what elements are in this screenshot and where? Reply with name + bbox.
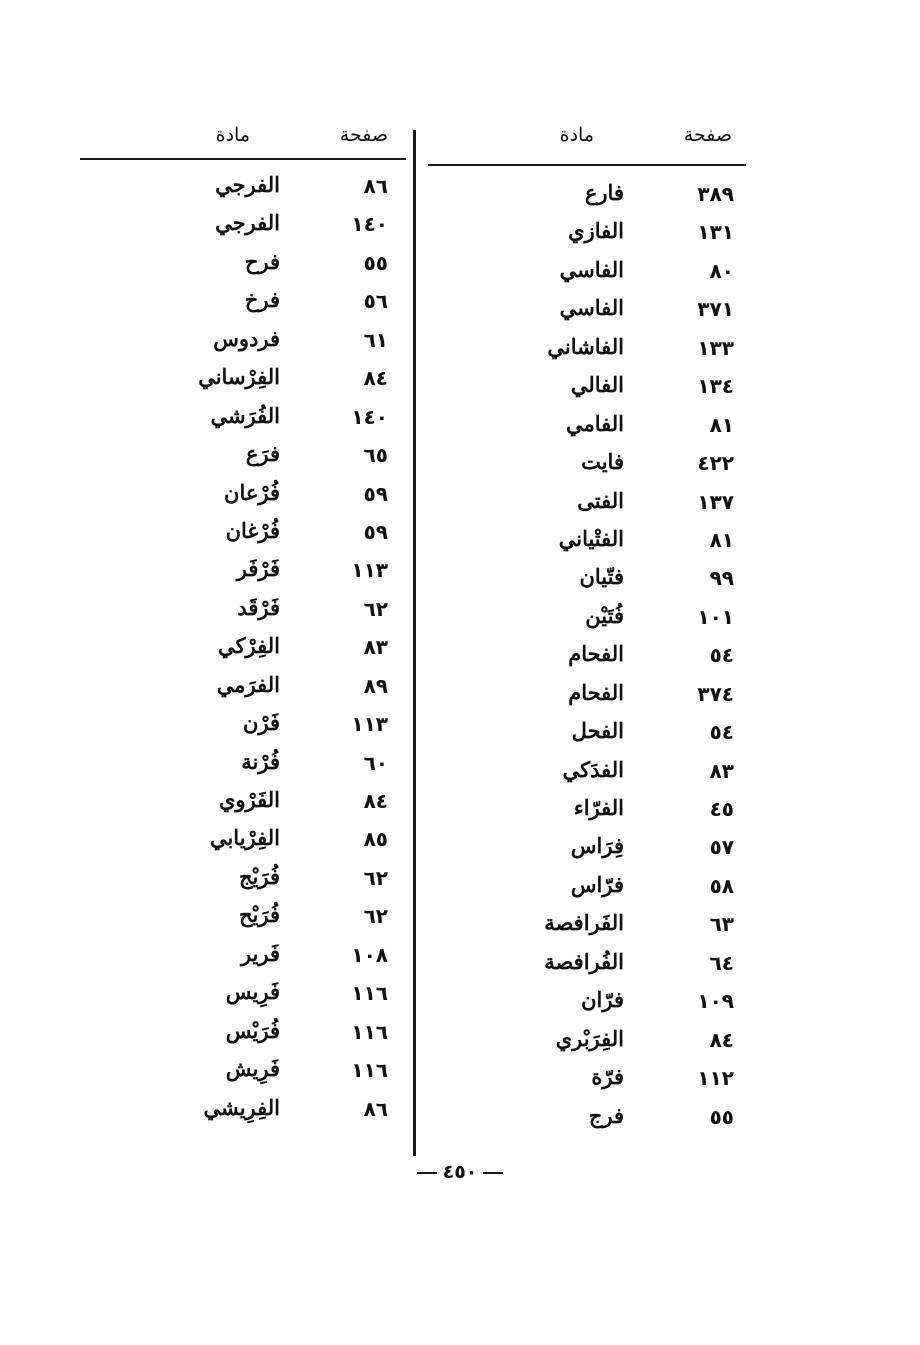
entry-page-number: ٥٥ bbox=[709, 1104, 734, 1129]
entry-term: فرّاس bbox=[570, 871, 624, 897]
entry-term: فرّة bbox=[591, 1064, 624, 1090]
index-entry-row bbox=[80, 172, 406, 210]
entry-term: فَرِيس bbox=[225, 979, 280, 1005]
entry-term: فُتَيْن bbox=[585, 602, 624, 628]
header-rule bbox=[428, 164, 746, 166]
entry-term: فَرير bbox=[240, 940, 280, 966]
entry-term: الفرّاء bbox=[573, 795, 624, 820]
index-entry-row bbox=[428, 680, 746, 718]
entry-term: الفالي bbox=[570, 372, 624, 398]
index-entry-row bbox=[80, 749, 406, 787]
index-entry-row bbox=[428, 257, 746, 295]
entry-term: الفِرَبْري bbox=[555, 1025, 624, 1051]
entry-page-number: ٦٣ bbox=[709, 912, 734, 937]
index-entry-row bbox=[80, 556, 406, 594]
index-entry-row bbox=[428, 949, 746, 987]
entry-page-number: ٥٥ bbox=[363, 250, 388, 275]
entry-page-number: ٦٠ bbox=[363, 750, 388, 775]
entry-page-number: ٥٤ bbox=[709, 720, 734, 745]
entry-page-number: ٨٦ bbox=[363, 174, 388, 198]
entry-term: فرج bbox=[588, 1102, 624, 1128]
entry-page-number: ٨٣ bbox=[709, 758, 734, 783]
entry-term: فُرَيْح bbox=[238, 902, 280, 928]
entry-term: فُرَيْج bbox=[238, 863, 280, 889]
index-entry-row bbox=[80, 941, 406, 979]
entry-page-number: ٨٦ bbox=[363, 1096, 388, 1121]
index-entry-row bbox=[428, 1103, 746, 1141]
entry-term: الفحام bbox=[568, 641, 624, 667]
index-column-right bbox=[428, 118, 746, 1141]
entry-page-number: ١٣٧ bbox=[697, 489, 734, 514]
index-entry-row bbox=[428, 334, 746, 372]
entry-page-number: ٥٩ bbox=[363, 481, 388, 506]
index-entry-row bbox=[80, 1095, 406, 1133]
index-entry-row bbox=[428, 218, 746, 256]
header-rule bbox=[80, 158, 406, 160]
index-entry-row bbox=[80, 364, 406, 402]
index-entry-row bbox=[428, 718, 746, 756]
entry-page-number: ١٠٩ bbox=[697, 989, 734, 1014]
index-entry-row bbox=[80, 787, 406, 825]
page-footer bbox=[0, 1161, 920, 1183]
index-entry-row bbox=[428, 1064, 746, 1102]
entry-term: فُرْعان bbox=[224, 479, 280, 505]
entry-page-number: ٤٢٢ bbox=[697, 451, 734, 476]
entry-term: فُرْنة bbox=[241, 748, 280, 774]
entry-term: الفِرْيابي bbox=[209, 825, 280, 851]
index-entry-row bbox=[80, 441, 406, 479]
footer-dash-right bbox=[483, 1172, 503, 1174]
index-entry-row bbox=[80, 403, 406, 441]
index-entry-row bbox=[428, 987, 746, 1025]
entry-term: الفِرِيشي bbox=[203, 1094, 280, 1120]
entry-page-number: ٤٥ bbox=[709, 797, 734, 821]
entry-page-number: ٩٩ bbox=[709, 566, 734, 591]
entry-page-number: ١٣١ bbox=[697, 220, 734, 245]
entry-header-label: مادة bbox=[559, 124, 594, 146]
column-header bbox=[80, 118, 406, 158]
entry-term: فَرْقَد bbox=[237, 594, 280, 620]
entry-term: الفرجي bbox=[215, 172, 280, 197]
index-entry-row bbox=[80, 672, 406, 710]
index-entry-row bbox=[428, 603, 746, 641]
entry-page-number: ٦٢ bbox=[363, 904, 388, 929]
index-entry-row bbox=[80, 326, 406, 364]
index-list bbox=[428, 180, 746, 1141]
entry-page-number: ٦٢ bbox=[363, 596, 388, 621]
entry-page-number: ١١٦ bbox=[351, 1058, 388, 1083]
entry-term: فرخ bbox=[244, 287, 280, 313]
index-entry-row bbox=[80, 210, 406, 248]
index-column-left bbox=[80, 118, 406, 1133]
index-entry-row bbox=[80, 1056, 406, 1094]
entry-page-number: ٨٠ bbox=[709, 258, 734, 283]
index-entry-row bbox=[428, 180, 746, 218]
entry-page-number: ١٠٨ bbox=[351, 942, 388, 967]
entry-page-number: ٨١ bbox=[709, 412, 734, 437]
entry-page-number: ٨٥ bbox=[363, 827, 388, 852]
entry-page-number: ٨٤ bbox=[709, 1027, 734, 1052]
index-entry-row bbox=[428, 757, 746, 795]
entry-term: فَرِيش bbox=[225, 1056, 280, 1082]
entry-term: الفحام bbox=[568, 679, 624, 705]
entry-term: فارع bbox=[584, 180, 624, 205]
entry-term: فَرْفَر bbox=[236, 556, 280, 582]
entry-page-number: ٨١ bbox=[709, 527, 734, 552]
entry-term: فُرَيْس bbox=[225, 1017, 280, 1043]
entry-page-number: ١١٦ bbox=[351, 1019, 388, 1044]
index-entry-row bbox=[80, 633, 406, 671]
entry-page-number: ٥٨ bbox=[709, 873, 734, 898]
entry-page-number: ٨٣ bbox=[363, 635, 388, 660]
index-entry-row bbox=[428, 488, 746, 526]
entry-term: فرّان bbox=[581, 987, 624, 1013]
index-entry-row bbox=[428, 795, 746, 833]
column-header bbox=[428, 118, 746, 158]
entry-page-number: ٥٧ bbox=[709, 835, 734, 860]
index-list bbox=[80, 172, 406, 1133]
entry-term: فتّيان bbox=[579, 564, 624, 590]
entry-page-number: ٨٩ bbox=[363, 673, 388, 698]
entry-term: الفِرْكي bbox=[218, 633, 280, 659]
entry-page-number: ٦٢ bbox=[363, 865, 388, 890]
entry-header-label: مادة bbox=[215, 124, 250, 146]
entry-term: الفامي bbox=[565, 410, 624, 436]
entry-page-number: ١١٣ bbox=[351, 558, 388, 583]
entry-term: الفُرَشي bbox=[210, 402, 280, 428]
entry-term: فُرْغان bbox=[225, 517, 280, 543]
index-entry-row bbox=[428, 833, 746, 871]
entry-page-number: ٥٦ bbox=[363, 289, 388, 314]
index-entry-row bbox=[428, 526, 746, 564]
entry-term: الفرجي bbox=[215, 210, 280, 236]
entry-page-number: ١٣٣ bbox=[697, 335, 734, 360]
entry-page-number: ٥٤ bbox=[709, 643, 734, 668]
index-entry-row bbox=[80, 979, 406, 1017]
index-entry-row bbox=[80, 902, 406, 940]
entry-page-number: ١١٦ bbox=[351, 981, 388, 1006]
index-entry-row bbox=[428, 564, 746, 602]
index-entry-row bbox=[80, 864, 406, 902]
entry-term: الفتْياني bbox=[558, 525, 624, 551]
entry-page-number: ٣٨٩ bbox=[697, 182, 734, 206]
entry-term: الفاسي bbox=[559, 295, 624, 321]
entry-page-number: ١٤٠ bbox=[351, 404, 388, 429]
index-entry-row bbox=[80, 518, 406, 556]
index-entry-row bbox=[80, 287, 406, 325]
index-entry-row bbox=[80, 1018, 406, 1056]
entry-term: الفاشاني bbox=[547, 333, 624, 359]
index-entry-row bbox=[428, 411, 746, 449]
entry-term: فِرَاس bbox=[570, 833, 624, 859]
index-entry-row bbox=[428, 449, 746, 487]
entry-page-number: ٨٤ bbox=[363, 366, 388, 391]
index-entry-row bbox=[428, 872, 746, 910]
entry-term: فردوس bbox=[213, 325, 280, 351]
entry-page-number: ٦١ bbox=[363, 327, 388, 352]
entry-term: فرَع bbox=[245, 441, 280, 467]
entry-term: الفحل bbox=[571, 718, 624, 744]
entry-term: فايت bbox=[581, 449, 624, 475]
entry-page-number: ١٤٠ bbox=[351, 212, 388, 237]
index-entry-row bbox=[428, 641, 746, 679]
entry-page-number: ٥٩ bbox=[363, 519, 388, 544]
index-entry-row bbox=[80, 710, 406, 748]
entry-page-number: ٣٧٤ bbox=[697, 681, 734, 706]
entry-term: الفاسي bbox=[559, 256, 624, 282]
index-entry-row bbox=[428, 295, 746, 333]
page-header-label: صفحة bbox=[339, 124, 388, 146]
footer-dash-left bbox=[417, 1172, 437, 1174]
index-entry-row bbox=[80, 480, 406, 518]
entry-term: فَرْن bbox=[242, 710, 280, 736]
entry-page-number: ١١٣ bbox=[351, 712, 388, 737]
entry-page-number: ١٣٤ bbox=[697, 374, 734, 399]
entry-page-number: ١١٢ bbox=[697, 1066, 734, 1091]
entry-term: فرح bbox=[244, 248, 280, 274]
index-entry-row bbox=[80, 595, 406, 633]
entry-term: الفتى bbox=[577, 487, 624, 513]
index-entry-row bbox=[80, 249, 406, 287]
entry-page-number: ٦٥ bbox=[363, 443, 388, 468]
entry-term: الفَرْوي bbox=[218, 787, 280, 812]
index-entry-row bbox=[428, 1026, 746, 1064]
entry-term: الفازي bbox=[568, 218, 624, 244]
entry-term: الفدَكي bbox=[562, 756, 624, 782]
entry-page-number: ٨٤ bbox=[363, 789, 388, 813]
entry-term: الفرَمي bbox=[216, 671, 280, 697]
entry-page-number: ١٠١ bbox=[697, 604, 734, 629]
entry-page-number: ٣٧١ bbox=[697, 297, 734, 322]
entry-term: الفُرافصة bbox=[544, 948, 624, 974]
page-header-label: صفحة bbox=[683, 124, 732, 146]
column-divider bbox=[413, 130, 416, 1156]
entry-page-number: ٦٤ bbox=[709, 950, 734, 975]
index-entry-row bbox=[428, 372, 746, 410]
index-entry-row bbox=[80, 825, 406, 863]
index-entry-row bbox=[428, 910, 746, 948]
page-number: ٤٥٠ bbox=[442, 1161, 478, 1183]
entry-term: الفَرافصة bbox=[544, 910, 624, 936]
entry-term: الفِرْساني bbox=[198, 364, 280, 390]
